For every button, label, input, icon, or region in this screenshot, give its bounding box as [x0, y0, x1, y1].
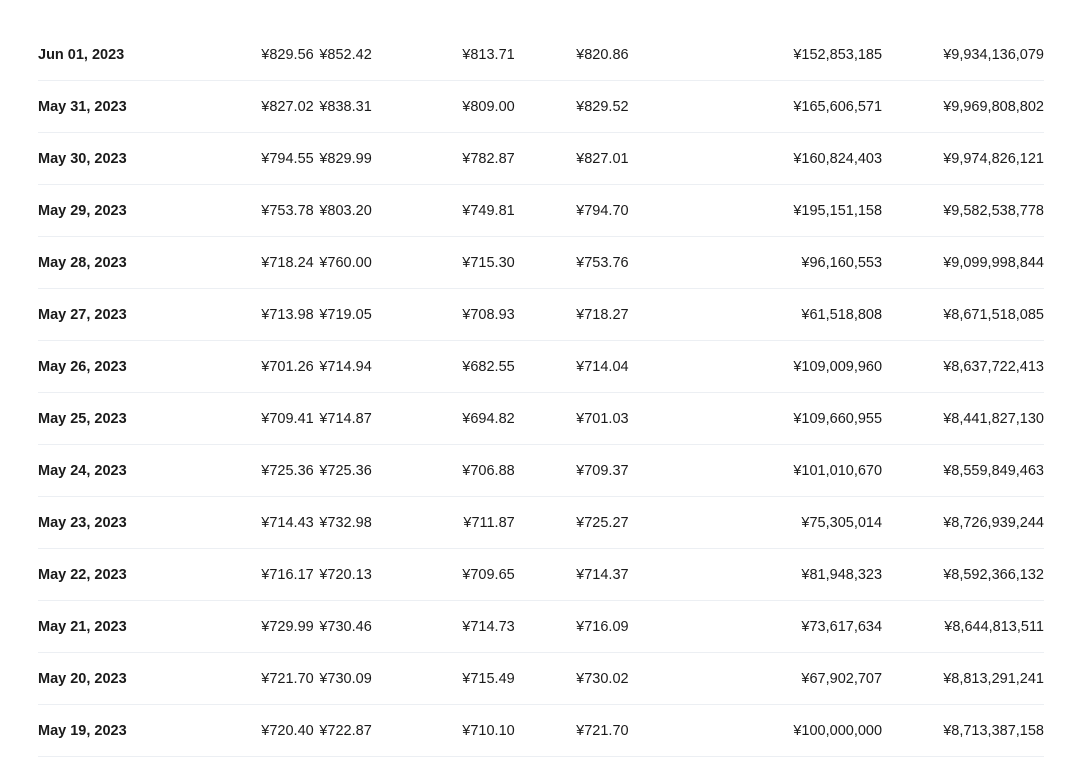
- high-cell: ¥725.36: [319, 445, 377, 497]
- date-cell: May 27, 2023: [38, 289, 261, 341]
- date-cell: Jun 01, 2023: [38, 29, 261, 81]
- close-cell: ¥753.76: [515, 237, 629, 289]
- market-cap-cell: ¥9,934,136,079: [882, 29, 1044, 81]
- market-cap-cell: ¥8,813,291,241: [882, 653, 1044, 705]
- open-cell: ¥725.36: [261, 445, 319, 497]
- close-cell: ¥829.52: [515, 81, 629, 133]
- close-cell: ¥709.37: [515, 445, 629, 497]
- high-cell: ¥714.87: [319, 393, 377, 445]
- price-history-rows: [38, 29, 1044, 757]
- low-cell: ¥715.49: [377, 653, 514, 705]
- price-history-table-container: [38, 29, 1044, 757]
- market-cap-cell: ¥9,974,826,121: [882, 133, 1044, 185]
- date-cell: May 22, 2023: [38, 549, 261, 601]
- high-cell: ¥838.31: [319, 81, 377, 133]
- low-cell: ¥694.82: [377, 393, 514, 445]
- open-cell: ¥713.98: [261, 289, 319, 341]
- high-cell: ¥852.42: [319, 29, 377, 81]
- close-cell: ¥820.86: [515, 29, 629, 81]
- high-cell: ¥722.87: [319, 705, 377, 757]
- low-cell: ¥711.87: [377, 497, 514, 549]
- price-history-table: [38, 29, 1044, 757]
- open-cell: ¥701.26: [261, 341, 319, 393]
- low-cell: ¥706.88: [377, 445, 514, 497]
- open-cell: ¥794.55: [261, 133, 319, 185]
- high-cell: ¥720.13: [319, 549, 377, 601]
- close-cell: ¥730.02: [515, 653, 629, 705]
- open-cell: ¥729.99: [261, 601, 319, 653]
- volume-cell: ¥101,010,670: [629, 445, 882, 497]
- low-cell: ¥709.65: [377, 549, 514, 601]
- open-cell: ¥709.41: [261, 393, 319, 445]
- open-cell: ¥827.02: [261, 81, 319, 133]
- open-cell: ¥714.43: [261, 497, 319, 549]
- date-cell: May 30, 2023: [38, 133, 261, 185]
- close-cell: ¥714.37: [515, 549, 629, 601]
- open-cell: ¥721.70: [261, 653, 319, 705]
- date-cell: May 25, 2023: [38, 393, 261, 445]
- open-cell: ¥720.40: [261, 705, 319, 757]
- table-row: [38, 705, 1044, 757]
- date-cell: May 28, 2023: [38, 237, 261, 289]
- volume-cell: ¥109,009,960: [629, 341, 882, 393]
- market-cap-cell: ¥8,592,366,132: [882, 549, 1044, 601]
- high-cell: ¥803.20: [319, 185, 377, 237]
- low-cell: ¥710.10: [377, 705, 514, 757]
- volume-cell: ¥100,000,000: [629, 705, 882, 757]
- volume-cell: ¥75,305,014: [629, 497, 882, 549]
- table-row: [38, 341, 1044, 393]
- open-cell: ¥829.56: [261, 29, 319, 81]
- close-cell: ¥714.04: [515, 341, 629, 393]
- low-cell: ¥682.55: [377, 341, 514, 393]
- high-cell: ¥719.05: [319, 289, 377, 341]
- high-cell: ¥829.99: [319, 133, 377, 185]
- close-cell: ¥721.70: [515, 705, 629, 757]
- date-cell: May 20, 2023: [38, 653, 261, 705]
- table-row: [38, 289, 1044, 341]
- date-cell: May 26, 2023: [38, 341, 261, 393]
- open-cell: ¥718.24: [261, 237, 319, 289]
- date-cell: May 21, 2023: [38, 601, 261, 653]
- volume-cell: ¥195,151,158: [629, 185, 882, 237]
- volume-cell: ¥73,617,634: [629, 601, 882, 653]
- open-cell: ¥716.17: [261, 549, 319, 601]
- low-cell: ¥715.30: [377, 237, 514, 289]
- low-cell: ¥708.93: [377, 289, 514, 341]
- market-cap-cell: ¥8,713,387,158: [882, 705, 1044, 757]
- table-row: [38, 653, 1044, 705]
- market-cap-cell: ¥9,969,808,802: [882, 81, 1044, 133]
- close-cell: ¥716.09: [515, 601, 629, 653]
- date-cell: May 29, 2023: [38, 185, 261, 237]
- table-row: [38, 549, 1044, 601]
- table-row: [38, 237, 1044, 289]
- low-cell: ¥714.73: [377, 601, 514, 653]
- open-cell: ¥753.78: [261, 185, 319, 237]
- volume-cell: ¥165,606,571: [629, 81, 882, 133]
- low-cell: ¥813.71: [377, 29, 514, 81]
- volume-cell: ¥81,948,323: [629, 549, 882, 601]
- high-cell: ¥760.00: [319, 237, 377, 289]
- close-cell: ¥718.27: [515, 289, 629, 341]
- date-cell: May 23, 2023: [38, 497, 261, 549]
- close-cell: ¥701.03: [515, 393, 629, 445]
- market-cap-cell: ¥8,671,518,085: [882, 289, 1044, 341]
- volume-cell: ¥67,902,707: [629, 653, 882, 705]
- market-cap-cell: ¥8,637,722,413: [882, 341, 1044, 393]
- volume-cell: ¥160,824,403: [629, 133, 882, 185]
- date-cell: May 24, 2023: [38, 445, 261, 497]
- market-cap-cell: ¥8,726,939,244: [882, 497, 1044, 549]
- low-cell: ¥749.81: [377, 185, 514, 237]
- table-row: [38, 601, 1044, 653]
- table-row: [38, 29, 1044, 81]
- close-cell: ¥827.01: [515, 133, 629, 185]
- table-row: [38, 497, 1044, 549]
- high-cell: ¥732.98: [319, 497, 377, 549]
- high-cell: ¥714.94: [319, 341, 377, 393]
- table-row: [38, 393, 1044, 445]
- market-cap-cell: ¥9,582,538,778: [882, 185, 1044, 237]
- table-row: [38, 133, 1044, 185]
- low-cell: ¥809.00: [377, 81, 514, 133]
- low-cell: ¥782.87: [377, 133, 514, 185]
- high-cell: ¥730.09: [319, 653, 377, 705]
- volume-cell: ¥61,518,808: [629, 289, 882, 341]
- table-row: [38, 445, 1044, 497]
- high-cell: ¥730.46: [319, 601, 377, 653]
- market-cap-cell: ¥9,099,998,844: [882, 237, 1044, 289]
- market-cap-cell: ¥8,644,813,511: [882, 601, 1044, 653]
- table-row: [38, 81, 1044, 133]
- close-cell: ¥725.27: [515, 497, 629, 549]
- market-cap-cell: ¥8,559,849,463: [882, 445, 1044, 497]
- close-cell: ¥794.70: [515, 185, 629, 237]
- date-cell: May 31, 2023: [38, 81, 261, 133]
- date-cell: May 19, 2023: [38, 705, 261, 757]
- market-cap-cell: ¥8,441,827,130: [882, 393, 1044, 445]
- volume-cell: ¥96,160,553: [629, 237, 882, 289]
- table-row: [38, 185, 1044, 237]
- volume-cell: ¥109,660,955: [629, 393, 882, 445]
- volume-cell: ¥152,853,185: [629, 29, 882, 81]
